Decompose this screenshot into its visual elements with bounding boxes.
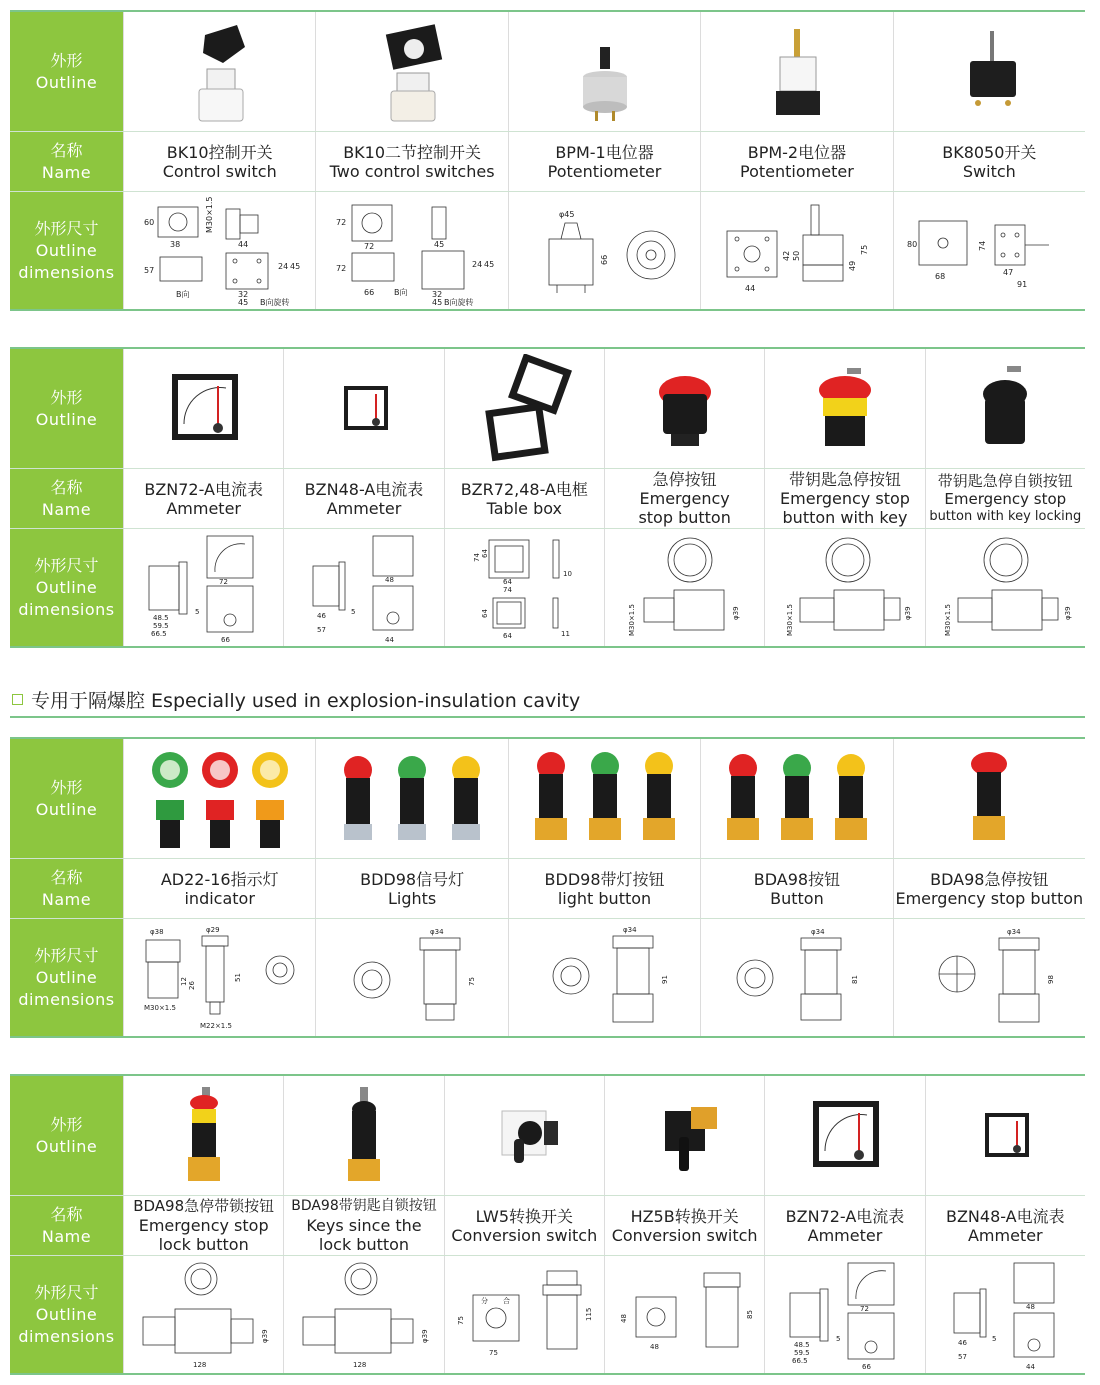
outline-row: [10, 349, 1085, 469]
dim-label: 66: [364, 287, 375, 297]
outline-header: 外形 Outline: [10, 739, 123, 858]
dim-label: 51: [233, 972, 242, 982]
dimensions-row: [10, 192, 1085, 309]
product-name: BZR72,48-A电框 Table box: [444, 469, 604, 528]
dim-label: 44: [744, 283, 756, 293]
dim-label: 32: [237, 289, 248, 299]
dim-label: 12: [179, 976, 188, 986]
dimension-drawing: [283, 529, 443, 646]
product-name: BZN48-A电流表 Ammeter: [283, 469, 443, 528]
dim-label: 45: [484, 259, 495, 269]
name-row: [10, 469, 1085, 529]
dim-label: 48.5: [152, 613, 169, 622]
dim-label: 45: [434, 239, 445, 249]
product-table-2: [10, 347, 1085, 648]
dim-label: 75: [859, 244, 869, 255]
product-name: BK10控制开关 Control switch: [123, 132, 315, 191]
bdd98-signal-lights-photo: [315, 739, 507, 858]
product-name: BDA98急停按钮 Emergency stop button: [893, 859, 1085, 918]
dimension-drawing: [925, 1256, 1085, 1373]
product-name: BZN72-A电流表 Ammeter: [764, 1196, 924, 1255]
product-name: BDA98急停带锁按钮 Emergency stop lock button: [123, 1196, 283, 1255]
dimension-drawing: [315, 192, 507, 309]
dim-label: φ39: [731, 605, 740, 620]
dim-label: 57: [958, 1352, 968, 1361]
dimensions-header: 外形尺寸 Outline dimensions: [10, 192, 123, 309]
dim-label: 85: [745, 1309, 754, 1319]
ad22-indicator-photo: [123, 739, 315, 858]
product-name: BPM-2电位器 Potentiometer: [700, 132, 892, 191]
dim-label: 72: [336, 263, 347, 273]
outline-row: [10, 12, 1085, 132]
dimension-drawing: [893, 192, 1085, 309]
dim-label: 5: [992, 1334, 997, 1343]
section-heading: [12, 686, 580, 713]
key-emergency-stop-photo: [764, 349, 924, 468]
bzn48-ammeter-photo: [925, 1076, 1085, 1195]
dim-label: 48: [384, 575, 394, 584]
dim-label: 5: [835, 1334, 841, 1343]
dim-label: 60: [143, 217, 154, 227]
dim-label: 46: [958, 1338, 968, 1347]
dim-label: 42: [781, 250, 791, 261]
dim-label: 59.5: [152, 621, 169, 630]
dimensions-row: [10, 1256, 1085, 1373]
dim-label: 分: [481, 1296, 489, 1305]
dimension-drawing: [925, 529, 1085, 646]
dim-label: 45: [237, 297, 248, 307]
dim-label: 72: [336, 217, 347, 227]
key-locking-button-photo: [925, 349, 1085, 468]
dimension-drawing: [123, 529, 283, 646]
dim-label: 32: [432, 289, 443, 299]
outline-header: 外形 Outline: [10, 1076, 123, 1195]
dim-label: 11: [561, 629, 571, 638]
dim-label: 64: [503, 631, 513, 640]
section-divider: [10, 716, 1085, 718]
bdd98-lighted-buttons-photo: [508, 739, 700, 858]
dim-label: φ39: [420, 1328, 429, 1343]
dim-label: 74: [473, 552, 482, 562]
product-name: HZ5B转换开关 Conversion switch: [604, 1196, 764, 1255]
bda98-buttons-photo: [700, 739, 892, 858]
bk8050-switch-photo: [893, 12, 1085, 131]
dim-label: M30×1.5: [944, 603, 953, 636]
dimension-drawing: [508, 919, 700, 1036]
dimension-drawing: [283, 1256, 443, 1373]
name-row: [10, 1196, 1085, 1256]
bzr-frame-photo: [444, 349, 604, 468]
dim-label: φ45: [558, 209, 574, 219]
dim-label: 48: [649, 1342, 659, 1351]
dim-label: 合: [503, 1296, 511, 1305]
dim-label: 57: [316, 625, 326, 634]
dimension-drawing: [123, 1256, 283, 1373]
dim-label: B向旋转: [259, 297, 290, 307]
product-name: BZN72-A电流表 Ammeter: [123, 469, 283, 528]
dimension-drawing: [123, 919, 315, 1036]
emergency-stop-button-photo: [604, 349, 764, 468]
name-header: 名称 Name: [10, 469, 123, 528]
dimension-drawing: [123, 192, 315, 309]
product-name: BZN48-A电流表 Ammeter: [925, 1196, 1085, 1255]
dimension-drawing: [700, 919, 892, 1036]
dim-label: 64: [481, 608, 490, 618]
product-name: 带钥匙急停按钮 Emergency stop button with key: [764, 469, 924, 528]
outline-row: [10, 739, 1085, 859]
dim-label: 24: [472, 259, 483, 269]
dim-label: 48: [619, 1313, 628, 1323]
dim-label: φ34: [622, 925, 637, 934]
dim-label: B向: [175, 289, 190, 299]
dim-label: 115: [585, 1307, 594, 1321]
dimension-drawing: [764, 529, 924, 646]
section-heading-text: 专用于隔爆腔 Especially used in explosion-insulation cavity: [31, 690, 581, 712]
dimension-drawing: [604, 1256, 764, 1373]
dimension-drawing: [893, 919, 1085, 1036]
name-row: [10, 859, 1085, 919]
bpm2-potentiometer-photo: [700, 12, 892, 131]
dim-label: 5: [194, 607, 200, 616]
dim-label: 75: [489, 1348, 499, 1357]
outline-row: [10, 1076, 1085, 1196]
dimensions-row: [10, 919, 1085, 1036]
outline-header: 外形 Outline: [10, 349, 123, 468]
dimension-drawing: [508, 192, 700, 309]
dim-label: 66: [599, 254, 609, 265]
dim-label: 72: [218, 577, 228, 586]
bpm1-potentiometer-photo: [508, 12, 700, 131]
dimension-drawing: [444, 529, 604, 646]
dim-label: 50: [791, 250, 801, 261]
product-name: BDA98按钮 Button: [700, 859, 892, 918]
dim-label: φ34: [1007, 927, 1021, 936]
dim-label: 91: [1017, 279, 1028, 289]
dim-label: 47: [1003, 267, 1014, 277]
dim-label: φ39: [260, 1328, 269, 1343]
dimensions-row: [10, 529, 1085, 646]
product-name: BDA98带钥匙自锁按钮 Keys since the lock button: [283, 1196, 443, 1255]
dim-label: 64: [503, 577, 513, 586]
product-name: LW5转换开关 Conversion switch: [444, 1196, 604, 1255]
dim-label: 38: [169, 239, 180, 249]
dimension-drawing: [444, 1256, 604, 1373]
dim-label: 80: [907, 239, 918, 249]
dimensions-header: 外形尺寸 Outline dimensions: [10, 919, 123, 1036]
dim-label: 72: [859, 1304, 869, 1313]
bzn48-ammeter-photo: [283, 349, 443, 468]
dim-label: 45: [432, 297, 443, 307]
dim-label: 26: [187, 980, 196, 990]
dim-label: M22×1.5: [199, 1021, 232, 1030]
dim-label: 44: [384, 635, 394, 644]
dim-label: 45: [289, 261, 300, 271]
dim-label: 48.5: [793, 1340, 810, 1349]
square-bullet-icon: [12, 694, 23, 705]
dim-label: 91: [660, 974, 669, 984]
dim-label: B向旋转: [444, 297, 474, 307]
dim-label: 68: [935, 271, 946, 281]
dim-label: B向: [394, 287, 408, 297]
dimension-drawing: [315, 919, 507, 1036]
dim-label: 57: [143, 265, 154, 275]
bda98-emergency-button-photo: [893, 739, 1085, 858]
dim-label: 128: [352, 1360, 367, 1369]
dimensions-header: 外形尺寸 Outline dimensions: [10, 529, 123, 646]
dim-label: 66: [220, 635, 230, 644]
product-name: BK8050开关 Switch: [893, 132, 1085, 191]
bk10-two-control-switch-photo: [315, 12, 507, 131]
product-name: 带钥匙急停自锁按钮 Emergency stop button with key locking: [925, 469, 1085, 528]
dim-label: 74: [503, 585, 513, 594]
dim-label: 48: [1026, 1302, 1036, 1311]
dim-label: M30×1.5: [143, 1003, 176, 1012]
dim-label: 5: [350, 607, 356, 616]
dim-label: 46: [316, 611, 326, 620]
name-header: 名称 Name: [10, 1196, 123, 1255]
bzn72-ammeter-photo: [764, 1076, 924, 1195]
key-lock-button-photo: [283, 1076, 443, 1195]
dim-label: 24: [277, 261, 288, 271]
product-table-3: [10, 737, 1085, 1038]
dim-label: 49: [847, 260, 857, 271]
name-header: 名称 Name: [10, 132, 123, 191]
dimension-drawing: [700, 192, 892, 309]
bzn72-ammeter-photo: [123, 349, 283, 468]
hz5b-conversion-switch-photo: [604, 1076, 764, 1195]
product-name: BDD98信号灯 Lights: [315, 859, 507, 918]
dim-label: φ29: [205, 925, 220, 934]
dim-label: 128: [192, 1360, 207, 1369]
dim-label: 66.5: [791, 1356, 808, 1365]
dim-label: 98: [1047, 974, 1056, 984]
product-name: 急停按钮 Emergency stop button: [604, 469, 764, 528]
name-row: [10, 132, 1085, 192]
dim-label: 10: [563, 569, 573, 578]
dim-label: 74: [978, 240, 988, 251]
name-header: 名称 Name: [10, 859, 123, 918]
dim-label: 64: [481, 548, 490, 558]
dim-label: φ34: [810, 927, 825, 936]
product-table-4: [10, 1074, 1085, 1375]
product-name: AD22-16指示灯 indicator: [123, 859, 315, 918]
bk10-control-switch-photo: [123, 12, 315, 131]
dim-label: 44: [1026, 1362, 1036, 1371]
dim-label: M30×1.5: [204, 195, 214, 233]
emergency-lock-button-photo: [123, 1076, 283, 1195]
product-table-1: [10, 10, 1085, 311]
dim-label: φ39: [1064, 605, 1073, 620]
dim-label: 59.5: [793, 1348, 810, 1357]
dim-label: φ38: [149, 927, 164, 936]
dim-label: φ39: [903, 605, 912, 620]
dimensions-header: 外形尺寸 Outline dimensions: [10, 1256, 123, 1373]
lw5-conversion-switch-photo: [444, 1076, 604, 1195]
dimension-drawing: [764, 1256, 924, 1373]
outline-header: 外形 Outline: [10, 12, 123, 131]
dim-label: 75: [468, 976, 477, 986]
dim-label: M30×1.5: [627, 603, 636, 636]
dim-label: 81: [850, 974, 859, 984]
dim-label: M30×1.5: [785, 603, 794, 636]
dim-label: φ34: [430, 927, 444, 936]
product-name: BDD98带灯按钮 light button: [508, 859, 700, 918]
dim-label: 66: [861, 1362, 871, 1371]
dim-label: 44: [237, 239, 248, 249]
product-name: BPM-1电位器 Potentiometer: [508, 132, 700, 191]
dim-label: 72: [364, 241, 375, 251]
dimension-drawing: [604, 529, 764, 646]
product-name: BK10二节控制开关 Two control switches: [315, 132, 507, 191]
dim-label: 75: [457, 1315, 466, 1325]
dim-label: 66.5: [150, 629, 167, 638]
